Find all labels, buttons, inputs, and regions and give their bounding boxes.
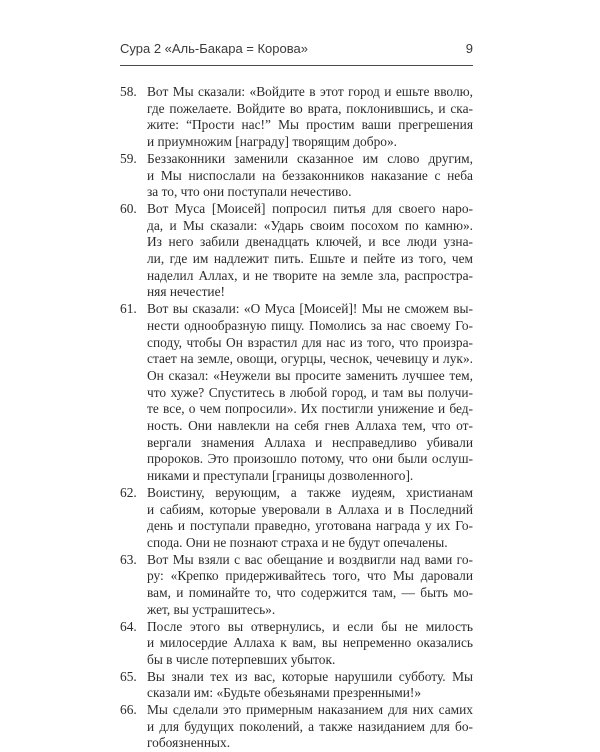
verse-text-line: Мы сделали это примерным наказанием для них самих [147, 702, 473, 718]
verse-60 [120, 201, 473, 301]
verse-text-line: ность. Они навлекли на себя гнев Аллаха тем, что от- [147, 418, 473, 434]
verse-text-line: После этого вы отвернулись, и если бы не милость [147, 618, 473, 634]
header-rule [120, 65, 473, 66]
verse-text-line: жет, вы устрашитесь». [147, 601, 276, 617]
verse-text-line: да, и Мы сказали: «Ударь своим посохом по камню». [147, 217, 473, 233]
verse-text-line: вам, и поминайте то, что содержится там, — быть мо- [147, 585, 473, 601]
verse-text-line: Он сказал: «Неужели вы просите заменить лучшее тем, [147, 367, 473, 383]
verse-63 [120, 552, 473, 619]
chapter-title: Сура 2 «Аль-Бакара = Корова» [120, 41, 308, 56]
verse-text-line: ли, где им надлежит пить. Ешьте и пейте из того, чем [147, 251, 473, 267]
verse-text-line: Вот Мы взяли с вас обещание и воздвигли над вами го- [147, 551, 473, 567]
verse-number: 58. [120, 84, 137, 99]
page-number: 9 [465, 41, 473, 56]
verse-text-line: вергали знамения Аллаха и несправедливо убивали [147, 434, 473, 450]
verse-number: 62. [120, 484, 137, 500]
verse-text-line: день и поступали праведно, уготована награда у их Го- [147, 518, 473, 534]
verse-text-line: и милосердие Аллаха к вам, вы непременно оказались [147, 635, 473, 651]
verse-text-line: где пожелаете. Войдите во врата, поклонившись, и ска- [147, 100, 473, 116]
verse-text-line: и приумножим [награду] творящим добро». [147, 134, 398, 150]
verse-62 [120, 485, 473, 552]
verse-number: 63. [120, 551, 137, 567]
verse-text-line: спода. Они не познают страха и не будут опечалены. [147, 534, 448, 550]
verse-number: 61. [120, 301, 137, 317]
verse-text-line: няя нечестие! [147, 284, 225, 300]
verse-number: 65. [120, 668, 137, 684]
verse-text-line: Вот вы сказали: «О Муса [Моисей]! Мы не сможем вы- [147, 301, 473, 317]
verse-text-line: пророков. Это произошло потому, что они были ослуш- [147, 451, 473, 467]
verse-58 [120, 84, 473, 151]
verse-text-line: ру: «Крепко придерживайтесь того, что Мы даровали [147, 568, 473, 584]
verse-61 [120, 301, 473, 485]
verse-number: 59. [120, 150, 137, 166]
verse-text-line: жите: “Прости нас!” Мы простим ваши прегрешения [147, 117, 473, 133]
verse-text-line: и для будущих поколений, а также назиданием для бо- [147, 718, 473, 734]
verse-text-line: сказали им: «Будьте обезьянами презренными!» [147, 685, 422, 701]
verse-text-line: те все, о чем попросили». Их постигли унижение и бед- [147, 401, 473, 417]
verse-number: 66. [120, 702, 137, 718]
verse-text-line: нести однообразную пищу. Помолись за нас своему Го- [147, 317, 473, 333]
verse-text-line: Вы знали тех из вас, которые нарушили субботу. Мы [147, 668, 473, 684]
verse-number: 60. [120, 200, 137, 216]
verse-66 [120, 702, 473, 752]
running-header [120, 41, 473, 61]
verse-text-line: стает на земле, овощи, огурцы, чеснок, чечевицу и лук». [147, 351, 473, 367]
verse-64 [120, 619, 473, 669]
verse-text-line: Вот Муса [Моисей] попросил питья для своего наро- [147, 200, 473, 216]
verse-text-line: споду, чтобы Он взрастил для нас из того, что произра- [147, 334, 473, 350]
verse-number: 64. [120, 618, 137, 634]
verse-text-line: наделил Аллах, и не творите на земле зла, распростра- [147, 267, 473, 283]
verse-text-line: Из него забили двенадцать ключей, и все люди узна- [147, 234, 473, 250]
verse-text-line: и Мы ниспослали на беззаконников наказание с неба [147, 167, 473, 183]
verse-text-line: что хуже? Спуститесь в любой город, и там вы получи- [147, 384, 473, 400]
verse-59 [120, 151, 473, 201]
verse-text-line: Воистину, верующим, а также иудеям, христианам [147, 484, 473, 500]
verse-text-line: и сабиям, которые уверовали в Аллаха и в Последний [147, 501, 473, 517]
verse-text-line: никами и преступали [границы дозволенного]. [147, 468, 414, 484]
verse-text-line: Беззаконники заменили сказанное им слово другим, [147, 150, 473, 166]
verse-text-line: Вот Мы сказали: «Войдите в этот город и ешьте вволю, [147, 84, 473, 99]
verse-text-line: гобоязненных. [147, 735, 231, 751]
verse-list [120, 84, 473, 752]
verse-text-line: бы в числе потерпевших убыток. [147, 651, 336, 667]
verse-65 [120, 669, 473, 702]
verse-text-line: за то, что они поступали нечестиво. [147, 184, 352, 200]
